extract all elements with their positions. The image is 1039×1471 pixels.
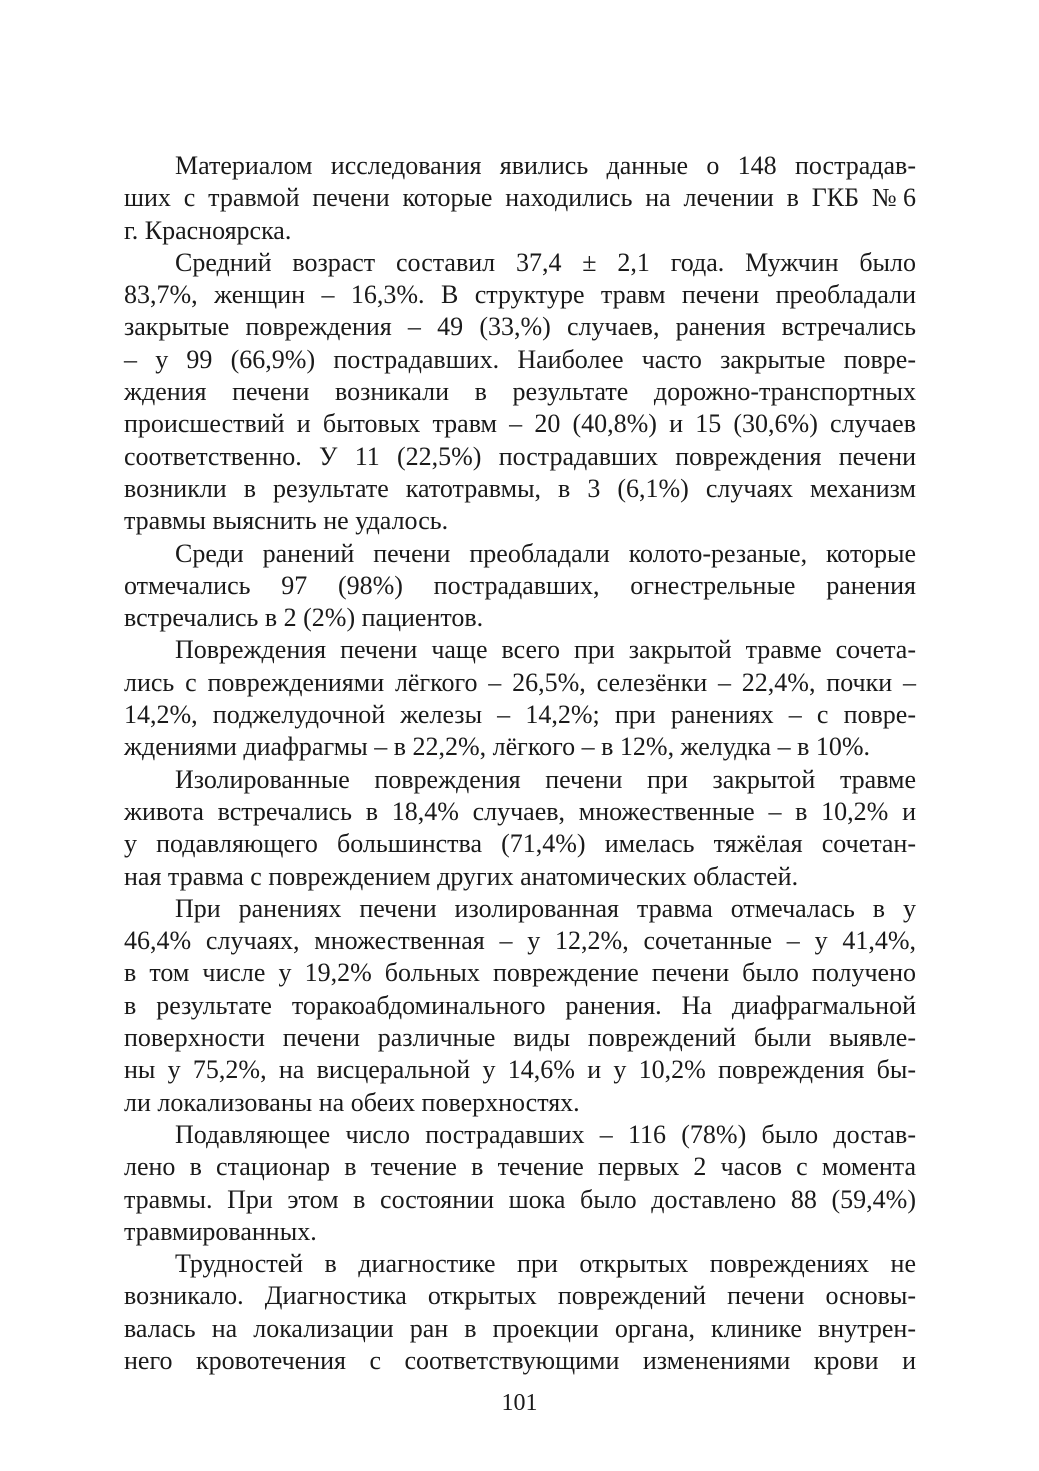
text-line: него кровотечения с соответствующими изменениями крови и	[124, 1345, 916, 1375]
paragraph	[124, 634, 916, 763]
text-line: травмы. При этом в состоянии шока было доставлено 88 (59,4%)	[124, 1184, 916, 1214]
text-line: ны у 75,2%, на висцеральной у 14,6% и у 10,2% повреждения бы-	[124, 1055, 916, 1085]
text-line: Подавляющее число пострадавших – 116 (78%) было достав-	[175, 1119, 916, 1149]
text-line: Среди ранений печени преобладали колото-резаные, которые	[175, 538, 916, 568]
text-line: возникало. Диагностика открытых повреждений печени основы-	[124, 1281, 916, 1311]
paragraph	[124, 893, 916, 1119]
text-line: Трудностей в диагностике при открытых повреждениях не	[175, 1249, 916, 1279]
text-line: 14,2%, поджелудочной железы – 14,2%; при ранениях – с повре-	[124, 700, 916, 730]
text-line: г. Красноярска.	[124, 215, 292, 245]
text-line: лено в стационар в течение в течение первых 2 часов с момента	[124, 1152, 916, 1182]
text-line: в результате торакоабдоминального ранения. На диафрагмальной	[124, 990, 916, 1020]
text-line: – у 99 (66,9%) пострадавших. Наиболее часто закрытые повре-	[124, 344, 916, 374]
text-line: Средний возраст составил 37,4 ± 2,1 года. Мужчин было	[175, 247, 916, 277]
text-line: ших с травмой печени которые находились на лечении в ГКБ №6	[124, 183, 916, 213]
text-line: ная травма с повреждением других анатомических областей.	[124, 861, 799, 891]
text-line: 46,4% случаях, множественная – у 12,2%, сочетанные – у 41,4%,	[124, 926, 916, 956]
text-line: встречались в 2 (2%) пациентов.	[124, 603, 484, 633]
text-line: в том числе у 19,2% больных повреждение печени было получено	[124, 958, 916, 988]
text-line: ждения печени возникали в результате дорожно-транспортных	[124, 377, 916, 407]
paragraph	[124, 764, 916, 893]
text-line: Изолированные повреждения печени при закрытой травме	[175, 764, 916, 794]
paragraph	[124, 247, 916, 538]
text-line: происшествий и бытовых травм – 20 (40,8%) и 15 (30,6%) случаев	[124, 409, 916, 439]
text-line: Повреждения печени чаще всего при закрытой травме сочета-	[175, 635, 916, 665]
text-line: соответственно. У 11 (22,5%) пострадавших повреждения печени	[124, 441, 916, 471]
text-line: поверхности печени различные виды повреждений были выявле-	[124, 1023, 916, 1053]
text-line: живота встречались в 18,4% случаев, множественные – в 10,2% и	[124, 796, 916, 826]
text-line: закрытые повреждения – 49 (33,%) случаев, ранения встречались	[124, 312, 916, 342]
text-line: травмированных.	[124, 1216, 317, 1246]
page-body	[124, 150, 916, 1377]
text-line: При ранениях печени изолированная травма отмечалась в у	[175, 893, 916, 923]
text-line: травмы выяснить не удалось.	[124, 506, 449, 536]
paragraph	[124, 1248, 916, 1377]
text-line: ли локализованы на обеих поверхностях.	[124, 1087, 580, 1117]
text-line: лись с повреждениями лёгкого – 26,5%, селезёнки – 22,4%, почки –	[124, 667, 916, 697]
text-line: 83,7%, женщин – 16,3%. В структуре травм печени преобладали	[124, 280, 916, 310]
text-line: валась на локализации ран в проекции органа, клинике внутрен-	[124, 1313, 916, 1343]
text-line: Материалом исследования явились данные о 148 пострадав-	[175, 151, 916, 180]
paragraph	[124, 150, 916, 247]
page-number: 101	[501, 1390, 538, 1416]
paragraph	[124, 538, 916, 635]
text-line: отмечались 97 (98%) пострадавших, огнестрельные ранения	[124, 570, 916, 600]
text-line: ждениями диафрагмы – в 22,2%, лёгкого – в 12%, желудка – в 10%.	[124, 732, 871, 762]
text-line: возникли в результате катотравмы, в 3 (6,1%) случаях механизм	[124, 473, 916, 503]
paragraph	[124, 1119, 916, 1248]
text-line: у подавляющего большинства (71,4%) имелась тяжёлая сочетан-	[124, 829, 916, 859]
